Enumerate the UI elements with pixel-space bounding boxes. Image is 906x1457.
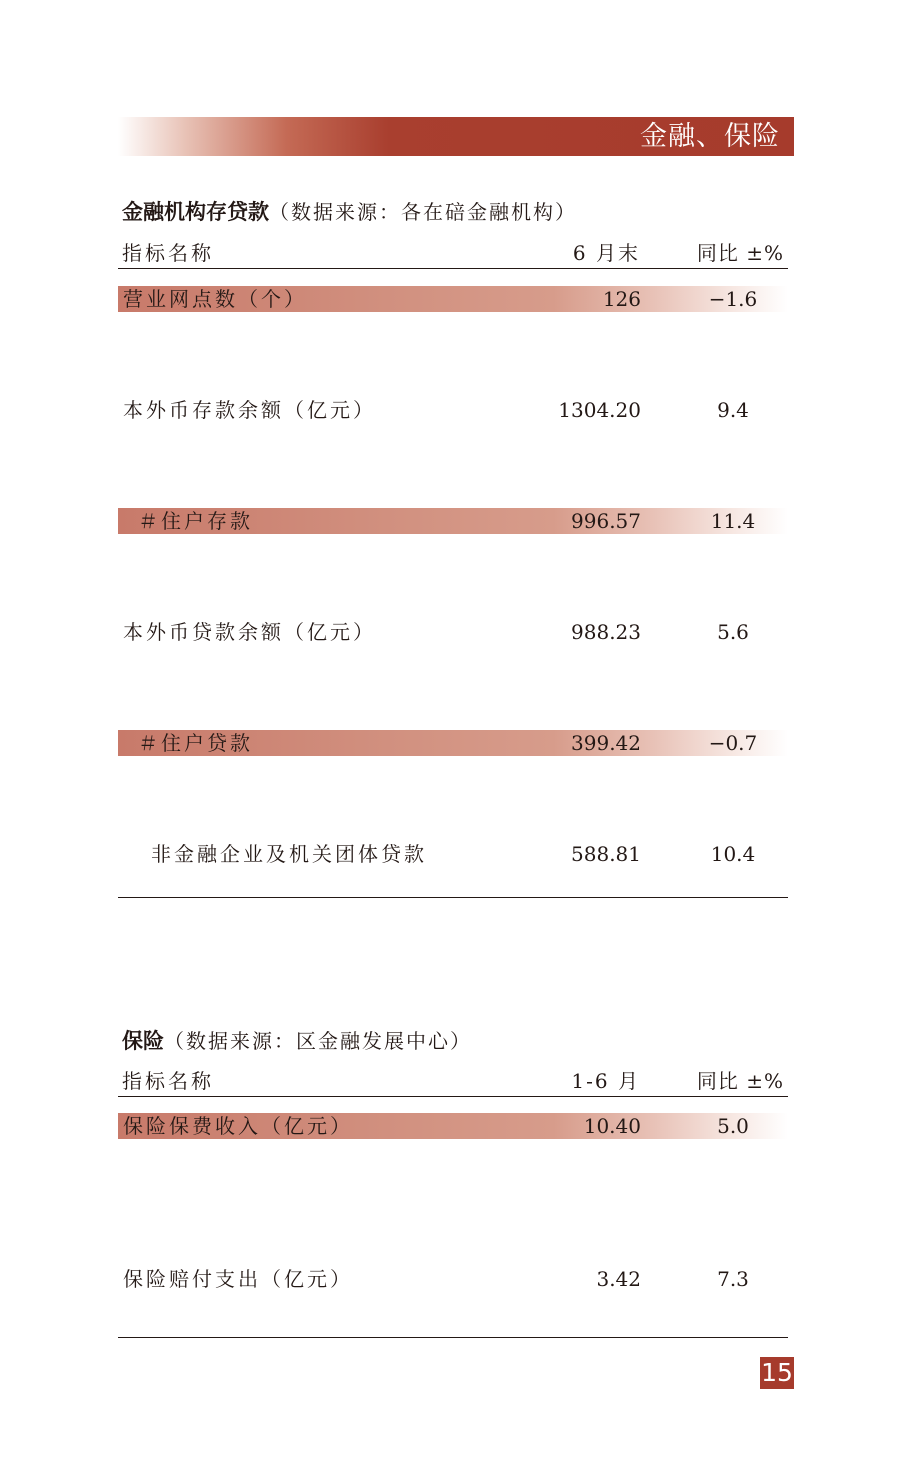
row-yoy: −1.6 [708, 287, 758, 311]
insurance-section-title [122, 1025, 472, 1055]
table-row [118, 508, 788, 534]
page-number: 15 [761, 1358, 793, 1387]
header-indicator-name: 指标名称 [122, 1069, 214, 1093]
row-value: 1304.20 [558, 398, 641, 422]
row-value: 399.42 [571, 731, 641, 755]
insurance-table-header [118, 1066, 788, 1097]
table-row [118, 397, 788, 423]
row-label: 本外币存款余额（亿元） [123, 398, 376, 422]
row-yoy: 10.4 [710, 842, 756, 866]
row-label: 本外币贷款余额（亿元） [123, 620, 376, 644]
header-period: 6 月末 [572, 241, 640, 265]
insurance-title: 保险 [122, 1029, 164, 1053]
header-yoy: 同比 ±% [696, 241, 784, 265]
table-row [118, 1266, 788, 1292]
row-value: 10.40 [583, 1114, 641, 1138]
header-period: 1-6 月 [571, 1069, 640, 1093]
row-value: 126 [602, 287, 641, 311]
row-yoy: 7.3 [717, 1267, 749, 1291]
row-label: ＃住户贷款 [138, 731, 253, 755]
section-banner [118, 117, 794, 156]
finance-title: 金融机构存贷款 [122, 200, 269, 224]
row-label: 营业网点数（个） [123, 287, 307, 311]
row-value: 996.57 [571, 509, 641, 533]
row-yoy: 9.4 [717, 398, 749, 422]
table-row [118, 730, 788, 756]
row-yoy: 5.0 [717, 1114, 749, 1138]
row-yoy: 11.4 [710, 509, 756, 533]
row-yoy: −0.7 [708, 731, 758, 755]
row-value: 988.23 [571, 620, 641, 644]
row-label: ＃住户存款 [138, 509, 253, 533]
table-row [118, 619, 788, 645]
banner-title: 金融、保险 [640, 121, 780, 152]
row-label: 保险赔付支出（亿元） [123, 1267, 353, 1291]
row-label: 保险保费收入（亿元） [123, 1114, 353, 1138]
finance-source: （数据来源：各在碚金融机构） [269, 200, 577, 224]
row-value: 588.81 [571, 842, 641, 866]
row-yoy: 5.6 [717, 620, 749, 644]
header-yoy: 同比 ±% [696, 1069, 784, 1093]
finance-section-title [122, 196, 577, 226]
row-value: 3.42 [596, 1267, 641, 1291]
table-row [118, 286, 788, 312]
finance-table-header [118, 238, 788, 269]
insurance-table-bottom-rule [118, 1337, 788, 1338]
table-row [118, 1113, 788, 1139]
row-label: 非金融企业及机关团体贷款 [151, 842, 427, 866]
insurance-source: （数据来源：区金融发展中心） [164, 1029, 472, 1053]
finance-table-bottom-rule [118, 897, 788, 898]
header-indicator-name: 指标名称 [122, 241, 214, 265]
table-row [118, 841, 788, 867]
